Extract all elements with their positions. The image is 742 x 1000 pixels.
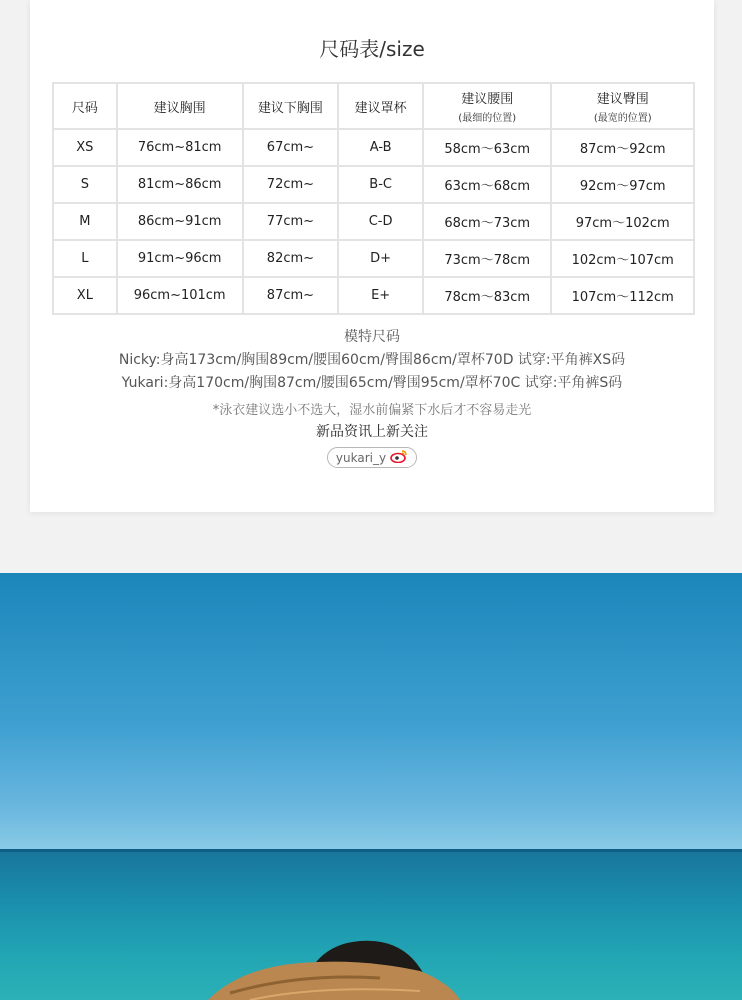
cell-cup: A-B: [338, 129, 423, 166]
cell-waist: 68cm～73cm: [423, 203, 552, 240]
cell-waist: 58cm～63cm: [423, 129, 552, 166]
cell-waist: 78cm～83cm: [423, 277, 552, 314]
header-underbust: 建议下胸围: [243, 83, 339, 129]
cell-size: M: [53, 203, 117, 240]
cell-size: L: [53, 240, 117, 277]
model-yukari: Yukari:身高170cm/胸围87cm/腰围65cm/臀围95cm/罩杯70C 试穿:平角裤S码: [121, 375, 623, 391]
cell-size: S: [53, 166, 117, 203]
cell-hip: 102cm～107cm: [551, 240, 694, 277]
table-row: [53, 129, 694, 166]
weibo-icon: [390, 449, 408, 466]
size-chart-card: [30, 0, 714, 512]
cell-size: XS: [53, 129, 117, 166]
cell-underbust: 77cm~: [243, 203, 339, 240]
header-waist: 建议腰围 (最细的位置): [423, 83, 552, 129]
page-title: 尺码表/size: [319, 37, 425, 61]
weibo-badge[interactable]: [327, 447, 417, 468]
cell-cup: D+: [338, 240, 423, 277]
cell-underbust: 67cm~: [243, 129, 339, 166]
header-waist-note: (最细的位置): [458, 113, 517, 124]
cell-underbust: 87cm~: [243, 277, 339, 314]
fit-hint: *泳衣建议选小不选大，湿水前偏紧下水后才不容易走光: [212, 403, 532, 418]
table-row: [53, 166, 694, 203]
model-notes: [30, 326, 714, 468]
cell-bust: 86cm~91cm: [117, 203, 243, 240]
header-cup: 建议罩杯: [338, 83, 423, 129]
beach-photo: [0, 573, 742, 1000]
cell-cup: B-C: [338, 166, 423, 203]
weibo-handle: yukari_y: [335, 450, 387, 465]
follow-text: 新品资讯上新关注: [316, 424, 428, 440]
cell-underbust: 72cm~: [243, 166, 339, 203]
header-bust: 建议胸围: [117, 83, 243, 129]
cell-hip: 87cm～92cm: [551, 129, 694, 166]
cell-bust: 96cm~101cm: [117, 277, 243, 314]
cell-underbust: 82cm~: [243, 240, 339, 277]
header-hip: 建议臀围 (最宽的位置): [551, 83, 694, 129]
size-table: [52, 82, 695, 315]
cell-bust: 81cm~86cm: [117, 166, 243, 203]
cell-cup: C-D: [338, 203, 423, 240]
cell-hip: 107cm～112cm: [551, 277, 694, 314]
cell-bust: 91cm~96cm: [117, 240, 243, 277]
straw-hat: [0, 573, 742, 1000]
cell-waist: 73cm～78cm: [423, 240, 552, 277]
model-nicky: Nicky:身高173cm/胸围89cm/腰围60cm/臀围86cm/罩杯70D 试穿:平角裤XS码: [118, 352, 626, 368]
cell-hip: 97cm～102cm: [551, 203, 694, 240]
header-hip-note: (最宽的位置): [593, 113, 652, 124]
model-heading: 模特尺码: [344, 329, 400, 345]
table-row: [53, 277, 694, 314]
table-row: [53, 240, 694, 277]
table-row: [53, 203, 694, 240]
cell-size: XL: [53, 277, 117, 314]
cell-hip: 92cm～97cm: [551, 166, 694, 203]
table-header-row: [53, 83, 694, 129]
header-size: 尺码: [53, 83, 117, 129]
cell-cup: E+: [338, 277, 423, 314]
cell-bust: 76cm~81cm: [117, 129, 243, 166]
cell-waist: 63cm～68cm: [423, 166, 552, 203]
